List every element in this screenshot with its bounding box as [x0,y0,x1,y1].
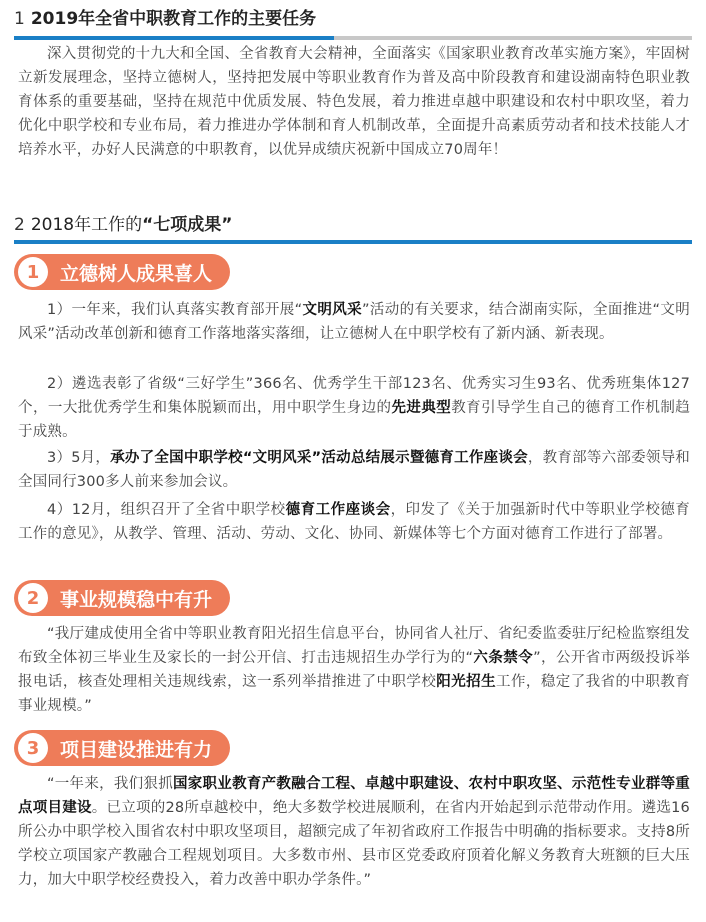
section-2-rule [14,240,692,244]
body-text: “一年来，我们狠抓 [47,776,173,792]
section-2-number: 2 [14,215,25,235]
body-text: 。已立项的28所卓越校中，绝大多数学校进展顺利，在省内开始起到示范带动作用。遴选16所公办中职学校入围省农村中职攻坚项目，超额完成了年初省政府工作报告中明确的指标要求。支持8所学校立项国家产教融合工程规划项目。大多数市州、县市区党委政府顶着化解义务教育大班额的巨大压力，加大中职学校经费投入，着力改善中职办学条件。” [18,800,690,888]
emphasis-text: 六条禁令 [473,650,534,666]
achievement-1-title: 立德树人成果喜人 [60,262,213,285]
achievement-3-title: 项目建设推进有力 [60,738,213,761]
section-2-title-prefix: 2018年工作的 [30,215,143,235]
emphasis-text: 国家职业教育产教融合工程、卓越中职建设、农村中职攻坚、示范性专业群等重点项目建设 [18,776,691,816]
body-text: 4）12月，组织召开了全省中职学校 [47,502,286,518]
achievement-2-title: 事业规模稳中有升 [60,588,213,611]
achievement-2-para-1 [18,622,690,718]
section-2-title-bold: “七项成果” [142,215,233,235]
emphasis-text: 先进典型 [391,400,452,416]
body-text: 3）5月， [47,450,111,466]
body-text: 教育引导学生自己的德育工作机制趋于成熟。 [18,400,691,440]
achievement-1-pill [14,254,230,290]
section-1-number: 1 [14,9,25,29]
section-1-paragraph: 深入贯彻党的十九大和全国、全省教育大会精神，全面落实《国家职业教育改革实施方案》，牢固树立新发展理念，坚持立德树人，坚持把发展中等职业教育作为普及高中阶段教育和建设湖南特色职业教育体系的重要基础，坚持在规范中优质发展、特色发展，着力推进卓越中职建设和农村中职攻坚，着力优化中职学校和专业布局，着力推进办学体制和育人机制改革，全面提升高素质劳动者和技术技能人才培养水平，办好人民满意的中职教育，以优异成绩庆祝新中国成立70周年！ [18,46,690,158]
section-1-title: 2019年全省中职教育工作的主要任务 [30,9,317,29]
achievement-1-para-3 [18,446,690,494]
body-text: ”，公开省市两级投诉举报电话，核查处理相关违规线索，这一系列举措推进了中职学校 [18,650,690,690]
achievement-3-number-badge: 3 [18,733,48,763]
achievement-1-para-2 [18,372,690,444]
emphasis-text: 文明风采 [302,302,363,318]
emphasis-text: 德育工作座谈会 [285,502,391,518]
section-2-heading [14,214,692,236]
body-text: 2）遴选表彰了省级“三好学生”366名、优秀学生干部123名、优秀实习生93名、优秀班集体127个，一大批优秀学生和集体脱颖而出，用中职学生身边的 [18,376,690,416]
achievement-3-pill [14,730,230,766]
body-text: 工作，稳定了我省的中职教育事业规模。” [18,674,690,714]
body-text: ，教育部等六部委领导和全国同行300多人前来参加会议。 [18,450,691,490]
body-text: “我厅建成使用全省中等职业教育阳光招生信息平台，协同省人社厅、省纪委监委驻厅纪检监察组发布致全体初三毕业生及家长的一封公开信、打击违规招生办学行为的“ [18,626,690,666]
achievement-2-pill [14,580,230,616]
body-text: 1）一年来，我们认真落实教育部开展“ [47,302,303,318]
achievement-1-number-badge: 1 [18,257,48,287]
section-1-heading [14,8,692,30]
body-text: ”活动的有关要求，结合湖南实际，全面推进“文明风采”活动改革创新和德育工作落地落实落细，让立德树人在中职学校有了新内涵、新表现。 [18,302,690,342]
body-text: ，印发了《关于加强新时代中等职业学校德育工作的意见》，从教学、管理、活动、劳动、文化、协同、新媒体等七个方面对德育工作进行了部署。 [18,502,690,542]
achievement-3-para-1 [18,772,690,892]
achievement-1-para-4 [18,498,690,546]
emphasis-text: 阳光招生 [436,674,497,690]
achievement-2-number-badge: 2 [18,583,48,613]
emphasis-text: 承办了全国中职学校“文明风采”活动总结展示暨德育工作座谈会 [110,450,528,466]
section-1-rule [14,36,692,40]
achievement-1-para-1 [18,298,690,346]
